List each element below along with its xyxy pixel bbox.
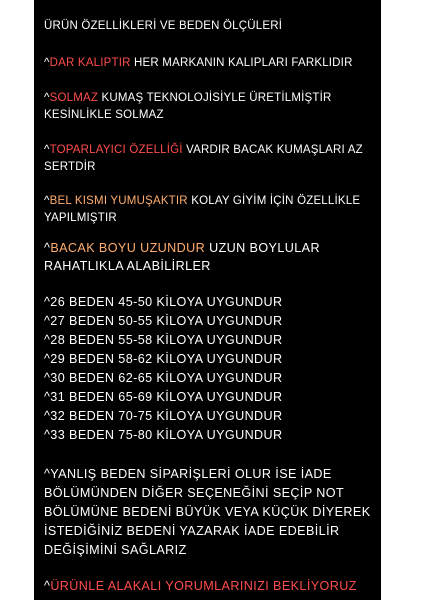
feature-waist xyxy=(44,193,375,210)
caret: ^ xyxy=(44,92,50,104)
feature-waist-line2: YAPILMIŞTIR xyxy=(44,212,117,224)
return-note-line: BÖLÜMÜNE BEDENİ BÜYÜK VEYA KÜÇÜK DİYEREK xyxy=(44,505,371,519)
size-row: ^33 BEDEN 75-80 KİLOYA UYGUNDUR xyxy=(44,428,283,442)
feature-text: KUMAŞ TEKNOLOJİSİYLE ÜRETİLMİŞTİR xyxy=(98,92,332,104)
size-row: ^26 BEDEN 45-50 KİLOYA UYGUNDUR xyxy=(44,295,283,309)
feature-highlight: BACAK BOYU UZUNDUR xyxy=(50,241,206,255)
caret: ^ xyxy=(44,57,50,69)
caret: ^ xyxy=(44,241,51,255)
return-note-line: BÖLÜMÜNDEN DİĞER SEÇENEĞİNİ SEÇİP NOT xyxy=(44,486,345,500)
return-note-line: İSTEDİĞİNİZ BEDENİ YAZARAK İADE EDEBİLİR xyxy=(44,524,340,538)
size-row: ^27 BEDEN 50-55 KİLOYA UYGUNDUR xyxy=(44,314,283,328)
feature-leg-length xyxy=(44,240,375,257)
feature-fit xyxy=(44,55,375,72)
footer-line xyxy=(44,578,375,595)
size-row: ^28 BEDEN 55-58 KİLOYA UYGUNDUR xyxy=(44,333,283,347)
feature-text: UZUN BOYLULAR xyxy=(205,241,320,255)
feature-highlight: SOLMAZ xyxy=(49,92,99,104)
panel-title: ÜRÜN ÖZELLİKLERİ VE BEDEN ÖLÇÜLERİ xyxy=(44,20,283,32)
return-note-line: DEĞİŞİMİNİ SAĞLARIZ xyxy=(44,543,187,557)
caret: ^ xyxy=(44,144,50,156)
size-row: ^29 BEDEN 58-62 KİLOYA UYGUNDUR xyxy=(44,352,283,366)
feature-leg-length-line2: RAHATLIKLA ALABİLİRLER xyxy=(44,259,211,273)
footer-text: ÜRÜNLE ALAKALI YORUMLARINIZI BEKLİYORUZ xyxy=(50,579,357,593)
return-note-line: ^YANLIŞ BEDEN SİPARİŞLERİ OLUR İSE İADE xyxy=(44,467,332,481)
feature-highlight: TOPARLAYICI ÖZELLİĞİ xyxy=(49,144,183,156)
feature-text: VARDIR BACAK KUMAŞLARI AZ xyxy=(182,144,363,156)
size-row: ^30 BEDEN 62-65 KİLOYA UYGUNDUR xyxy=(44,371,283,385)
size-row: ^32 BEDEN 70-75 KİLOYA UYGUNDUR xyxy=(44,409,283,423)
feature-text: HER MARKANIN KALIPLARI FARKLIDIR xyxy=(130,57,353,69)
feature-text: KOLAY GİYİM İÇİN ÖZELLİKLE xyxy=(187,195,361,207)
feature-shaping xyxy=(44,142,375,159)
feature-colorfast xyxy=(44,90,375,107)
product-info-panel xyxy=(34,0,381,600)
feature-colorfast-line2: KESİNLİKLE SOLMAZ xyxy=(44,109,164,121)
feature-highlight: DAR KALIPTIR xyxy=(49,57,131,69)
feature-shaping-line2: SERTDİR xyxy=(44,161,96,173)
caret: ^ xyxy=(44,579,51,593)
caret: ^ xyxy=(44,195,50,207)
feature-highlight: BEL KISMI YUMUŞAKTIR xyxy=(49,195,188,207)
size-row: ^31 BEDEN 65-69 KİLOYA UYGUNDUR xyxy=(44,390,283,404)
